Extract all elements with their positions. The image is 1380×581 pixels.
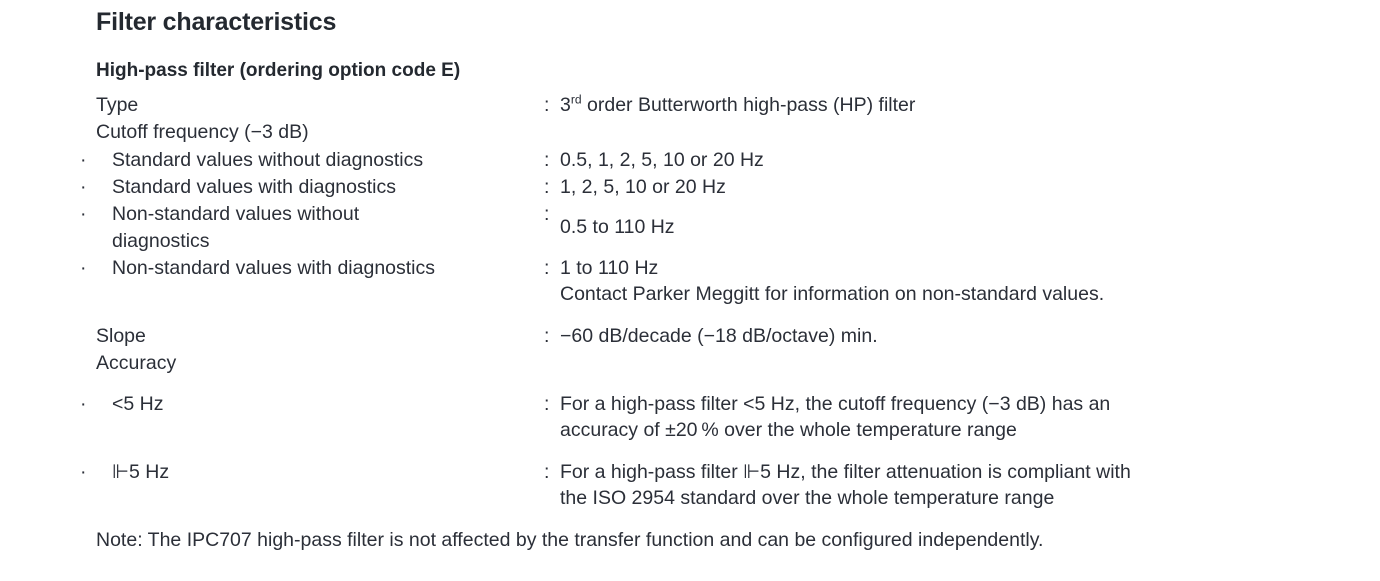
value-extra-text: accuracy of ±20 % over the whole temperature range: [560, 419, 1017, 442]
colon-separator: :: [544, 460, 550, 483]
spec-value: [560, 391, 1326, 445]
subsection-title: High-pass filter (ordering option code E): [96, 60, 461, 81]
value-superscript: rd: [570, 92, 582, 107]
value-text: For a high-pass filter ⊩5 Hz, the filter attenuation is compliant with: [560, 460, 1131, 483]
value-extra-text: Contact Parker Meggitt for information on non-standard values.: [560, 283, 1105, 306]
spec-label: [80, 174, 544, 201]
spacer-row: [96, 377, 1326, 391]
value-prefix: 3: [560, 94, 571, 116]
spec-label: [96, 119, 544, 146]
table-row: [96, 391, 1326, 445]
spec-label: [80, 459, 544, 513]
bulleted-label: [80, 147, 536, 173]
label-text: Type: [96, 94, 139, 116]
spec-value: [560, 350, 1326, 377]
label-text: Non-standard values without diagnostics: [112, 203, 360, 252]
colon-separator: :: [544, 175, 550, 198]
colon-separator: :: [544, 148, 550, 171]
label-text: Standard values without diagnostics: [112, 148, 424, 171]
bullet-icon: ·: [80, 175, 87, 198]
label-text: Non-standard values with diagnostics: [112, 256, 436, 279]
bulleted-label: [80, 459, 536, 485]
table-row: [96, 174, 1326, 201]
colon-separator: :: [544, 324, 550, 347]
table-row: [96, 147, 1326, 174]
colon-separator: :: [544, 203, 550, 226]
spec-value: [560, 255, 1326, 309]
spec-value: 1, 2, 5, 10 or 20 Hz: [560, 175, 726, 198]
specification-table: [80, 92, 1326, 512]
label-text: <5 Hz: [112, 393, 164, 416]
bullet-icon: ·: [80, 460, 87, 483]
spec-label: [96, 92, 544, 119]
bullet-icon: ·: [80, 256, 87, 279]
spec-value: [560, 459, 1326, 513]
table-row: [96, 459, 1326, 513]
spec-label: [96, 350, 544, 377]
footnote: Note: The IPC707 high-pass filter is not affected by the transfer function and can be configured independently.: [96, 529, 1044, 551]
spacer-row: [96, 445, 1326, 459]
table-row: [96, 350, 1326, 377]
bulleted-label: [80, 174, 536, 200]
label-text: Standard values with diagnostics: [112, 175, 396, 198]
spec-label: [80, 255, 544, 309]
colon-separator: [544, 119, 560, 146]
spec-label: [80, 201, 544, 255]
bullet-icon: ·: [80, 393, 87, 416]
table-row: [96, 255, 1326, 309]
label-text: Cutoff frequency (−3 dB): [96, 121, 309, 144]
label-text: ⊩5 Hz: [112, 460, 170, 483]
bulleted-label: [80, 255, 536, 281]
colon-separator: :: [544, 94, 550, 116]
bullet-icon: ·: [80, 203, 87, 226]
value-text: 0.5 to 110 Hz: [560, 216, 675, 239]
colon-separator: :: [544, 256, 550, 279]
spacer-row: [96, 309, 1326, 323]
spec-label: [80, 147, 544, 174]
label-text: Slope: [96, 324, 146, 347]
table-row: [96, 323, 1326, 350]
spec-value: [560, 92, 1326, 119]
spec-value: [560, 201, 1326, 255]
bulleted-label: [80, 201, 442, 254]
value-extra-text: the ISO 2954 standard over the whole temperature range: [560, 487, 1055, 510]
table-row: [96, 92, 1326, 119]
bullet-icon: ·: [80, 148, 87, 171]
colon-separator: [544, 350, 560, 377]
spec-value: [560, 119, 1326, 146]
value-text: 1 to 110 Hz: [560, 256, 659, 279]
spec-label: [96, 323, 544, 350]
spec-value: −60 dB/decade (−18 dB/octave) min.: [560, 324, 878, 347]
table-row: [96, 119, 1326, 146]
table-row: [96, 201, 1326, 255]
bulleted-label: [80, 391, 536, 417]
value-rest: order Butterworth high-pass (HP) filter: [581, 94, 916, 116]
label-text: Accuracy: [96, 351, 177, 374]
spec-value: 0.5, 1, 2, 5, 10 or 20 Hz: [560, 148, 764, 171]
spec-label: [80, 391, 544, 445]
page-title: Filter characteristics: [96, 8, 337, 36]
colon-separator: :: [544, 393, 550, 416]
value-text: For a high-pass filter <5 Hz, the cutoff frequency (−3 dB) has an: [560, 393, 1111, 416]
